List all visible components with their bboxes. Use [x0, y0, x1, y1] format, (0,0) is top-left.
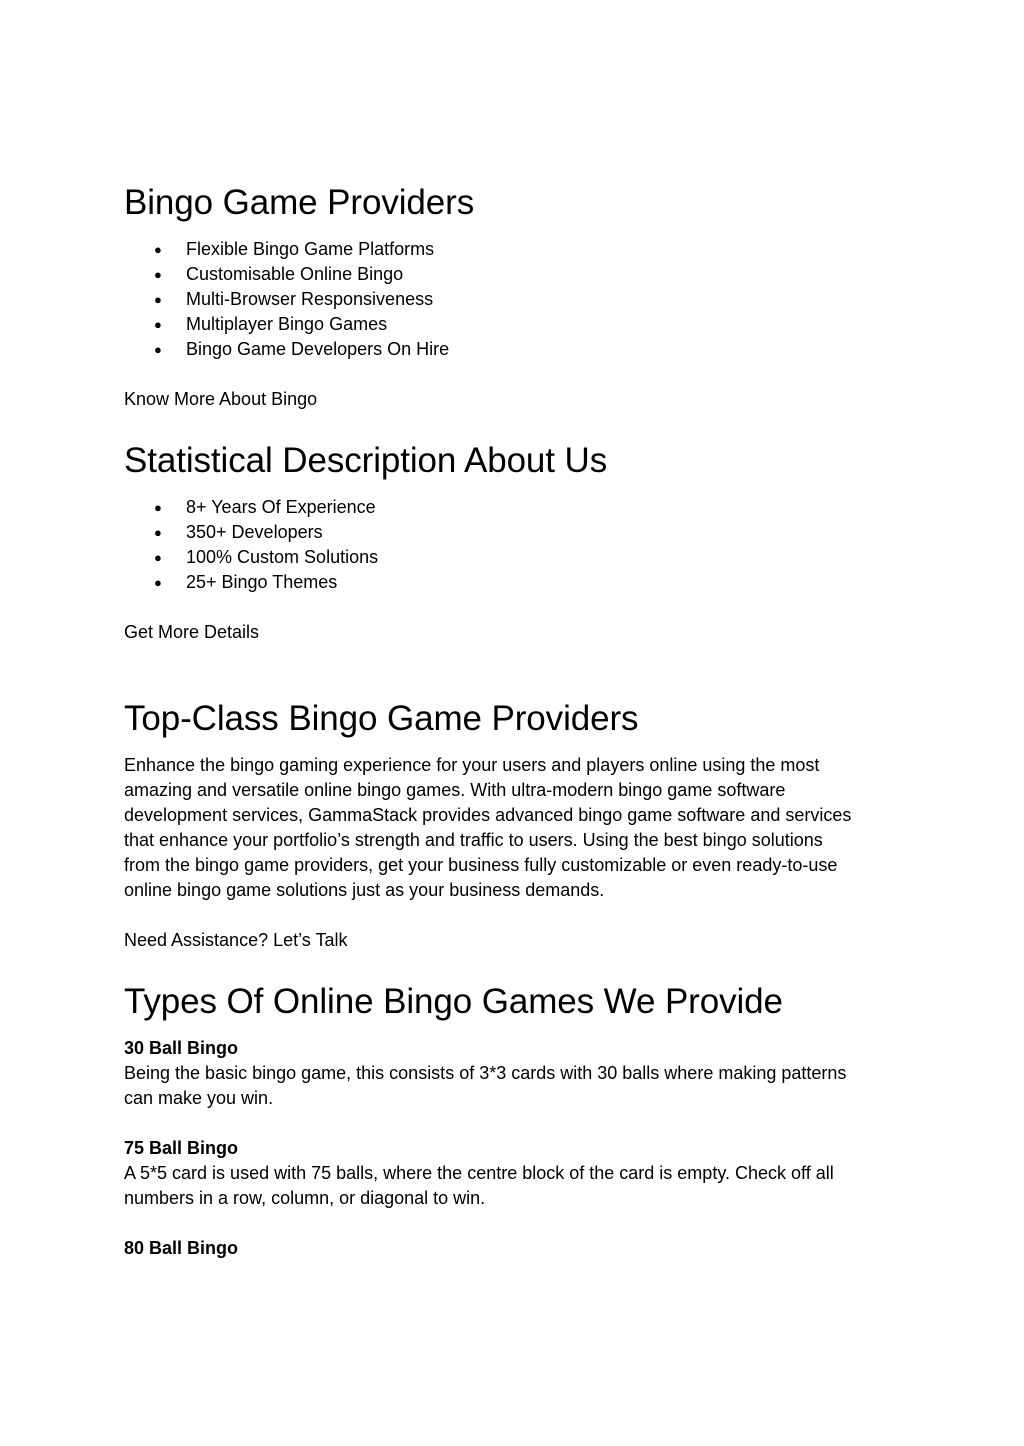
bullet-icon: ●	[154, 550, 162, 565]
list-item: ● 8+ Years Of Experience	[124, 495, 904, 520]
list-item: ● 25+ Bingo Themes	[124, 570, 904, 595]
section-title-statistical-description: Statistical Description About Us	[124, 441, 608, 480]
document-page	[124, 180, 904, 1261]
game-name: 80 Ball Bingo	[124, 1238, 239, 1258]
list-item: ● Customisable Online Bingo	[124, 262, 904, 287]
section-title-top-class-providers: Top-Class Bingo Game Providers	[124, 699, 639, 738]
know-more-link[interactable]: Know More About Bingo	[124, 389, 318, 409]
intro-paragraph: Enhance the bingo gaming experience for your users and players online using the most amazing and versatile online bingo games. With ultra-modern bingo game software development services, GammaStack provides advanced bingo game software and services that enhance your portfolio’s strength and traffic to users. Using the best bingo solutions from the bingo game providers, get your business fully customizable or even ready-to-use online bingo game solutions just as your business demands.	[124, 755, 852, 900]
list-item: ● Multi-Browser Responsiveness	[124, 287, 904, 312]
statistics-list	[124, 495, 904, 595]
bullet-icon: ●	[154, 317, 162, 332]
game-entry-80-ball	[124, 1236, 904, 1261]
game-name: 75 Ball Bingo	[124, 1138, 239, 1158]
list-item: ● Flexible Bingo Game Platforms	[124, 237, 904, 262]
bullet-icon: ●	[154, 500, 162, 515]
game-entry-75-ball: 75 Ball Bingo A 5*5 card is used with 75 balls, where the centre block of the card is empty. Check off all numbers in a row, column, or diagonal to win.	[124, 1136, 904, 1211]
list-item: ● 100% Custom Solutions	[124, 545, 904, 570]
game-entry-30-ball: 30 Ball Bingo Being the basic bingo game, this consists of 3*3 cards with 30 balls where making patterns can make you win.	[124, 1036, 904, 1111]
list-item: ● 350+ Developers	[124, 520, 904, 545]
bullet-icon: ●	[154, 525, 162, 540]
bullet-icon: ●	[154, 292, 162, 307]
need-assistance-link[interactable]: Need Assistance? Let’s Talk	[124, 930, 348, 950]
bingo-features-list	[124, 237, 904, 362]
section-title-types-of-bingo: Types Of Online Bingo Games We Provide	[124, 982, 783, 1021]
get-more-details-link[interactable]: Get More Details	[124, 622, 260, 642]
bullet-icon: ●	[154, 342, 162, 357]
list-item: ● Multiplayer Bingo Games	[124, 312, 904, 337]
list-item: ● Bingo Game Developers On Hire	[124, 337, 904, 362]
bullet-icon: ●	[154, 242, 162, 257]
section-title-bingo-game-providers: Bingo Game Providers	[124, 183, 475, 222]
bullet-icon: ●	[154, 575, 162, 590]
game-name: 30 Ball Bingo	[124, 1038, 239, 1058]
bullet-icon: ●	[154, 267, 162, 282]
